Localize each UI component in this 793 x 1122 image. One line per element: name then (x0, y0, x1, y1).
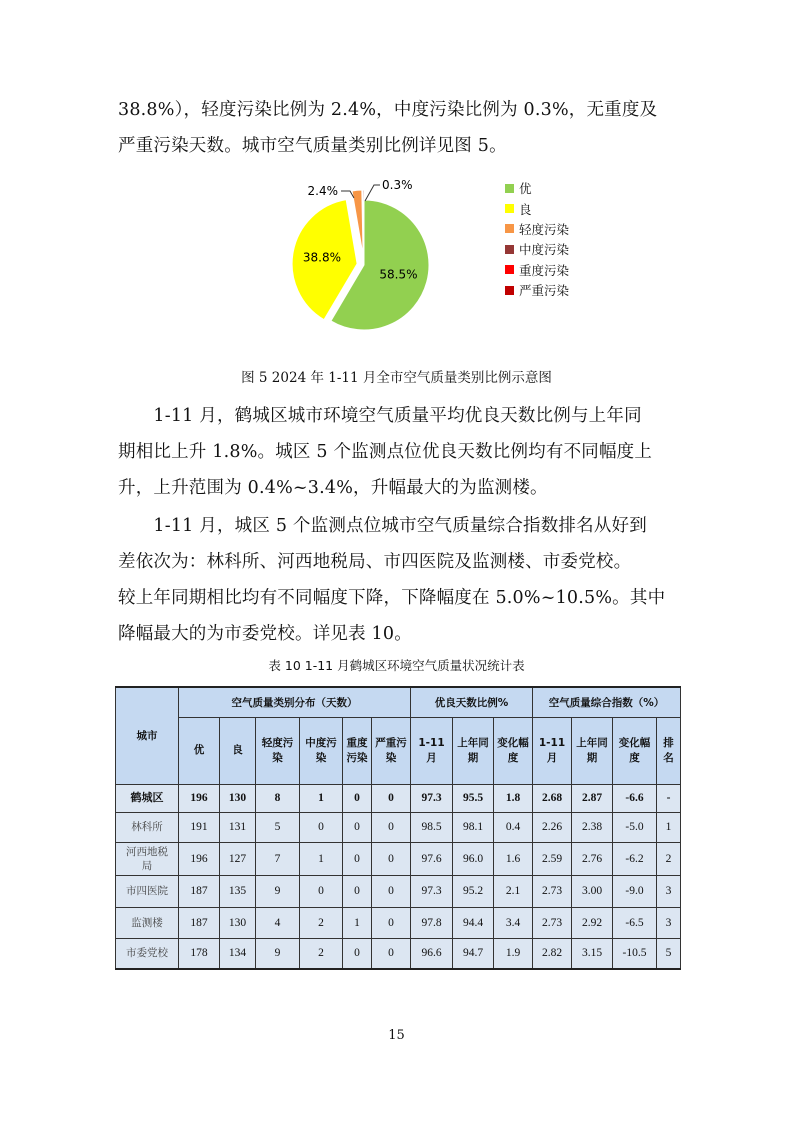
figure-caption: 图 5 2024 年 1-11 月全市空气质量类别比例示意图 (241, 370, 552, 386)
subheader-cell: 良 (220, 717, 256, 784)
value-cell: 2.38 (572, 812, 613, 842)
legend-swatch (505, 224, 514, 233)
value-cell: 1 (343, 907, 372, 938)
header-city: 城市 (116, 687, 179, 784)
value-cell: 2 (300, 938, 343, 969)
value-cell: 95.2 (453, 875, 494, 907)
legend-swatch (505, 265, 514, 274)
value-cell: 2.59 (533, 842, 572, 875)
subheader-cell: 上年同期 (572, 717, 613, 784)
value-cell: 1 (300, 784, 343, 812)
value-cell: 135 (220, 875, 256, 907)
city-cell: 市四医院 (116, 875, 179, 907)
value-cell: 9 (256, 875, 300, 907)
text-line: 差依次为：林科所、河西地税局、市四医院及监测楼、市委党校。 (118, 552, 632, 572)
table-row (116, 842, 681, 875)
value-cell: 2.82 (533, 938, 572, 969)
value-cell: 0 (343, 812, 372, 842)
value-cell: 196 (179, 784, 220, 812)
legend-item (505, 280, 569, 300)
value-cell: 7 (256, 842, 300, 875)
value-cell: 3 (657, 907, 681, 938)
value-cell: 1 (300, 842, 343, 875)
value-cell: -10.5 (613, 938, 657, 969)
pie-chart (280, 170, 480, 340)
text-line: 期相比上升 1.8%。城区 5 个监测点位优良天数比例均有不同幅度上 (118, 442, 653, 462)
value-cell: 2.87 (572, 784, 613, 812)
paragraph-1 (118, 92, 718, 164)
value-cell: 0 (372, 842, 411, 875)
value-cell: 9 (256, 938, 300, 969)
table-row (116, 812, 681, 842)
leader-line (365, 185, 380, 201)
value-cell: -9.0 (613, 875, 657, 907)
value-cell: 98.5 (411, 812, 453, 842)
value-cell: 0 (372, 907, 411, 938)
subheader-cell: 上年同期 (453, 717, 494, 784)
value-cell: 1 (657, 812, 681, 842)
paragraph-2 (118, 398, 718, 506)
air-quality-table (115, 686, 681, 970)
text-line: 38.8%），轻度污染比例为 2.4%，中度污染比例为 0.3%，无重度及 (118, 100, 658, 120)
legend-swatch (505, 286, 514, 295)
value-cell: 2 (300, 907, 343, 938)
subheader-cell: 优 (179, 717, 220, 784)
subheader-cell: 轻度污染 (256, 717, 300, 784)
legend-item (505, 178, 569, 198)
value-cell: 0 (372, 875, 411, 907)
legend-item (505, 198, 569, 218)
value-cell: 191 (179, 812, 220, 842)
legend-item (505, 260, 569, 280)
city-cell: 市委党校 (116, 938, 179, 969)
value-cell: -6.2 (613, 842, 657, 875)
value-cell: 2.92 (572, 907, 613, 938)
value-cell: 0.4 (494, 812, 533, 842)
value-cell: 2.73 (533, 907, 572, 938)
value-cell: 0 (343, 938, 372, 969)
table-row (116, 907, 681, 938)
text-line: 1-11 月，鹤城区城市环境空气质量平均优良天数比例与上年同 (118, 406, 642, 426)
value-cell: 96.6 (411, 938, 453, 969)
value-cell: 1.8 (494, 784, 533, 812)
table-row (116, 875, 681, 907)
legend-label: 良 (519, 201, 532, 217)
legend-label: 中度污染 (519, 242, 570, 258)
value-cell: 0 (343, 842, 372, 875)
slice-label: 2.4% (307, 184, 338, 198)
city-cell: 监测楼 (116, 907, 179, 938)
city-cell: 鹤城区 (116, 784, 179, 812)
value-cell: 0 (372, 938, 411, 969)
header-composite-index: 空气质量综合指数（%） (533, 687, 681, 717)
subheader-cell: 1-11月 (411, 717, 453, 784)
value-cell: 0 (343, 784, 372, 812)
paragraph-3 (118, 508, 718, 652)
legend-label: 优 (519, 181, 532, 197)
value-cell: 3.00 (572, 875, 613, 907)
value-cell: 1.6 (494, 842, 533, 875)
slice-label: 38.8% (302, 250, 342, 265)
value-cell: -6.5 (613, 907, 657, 938)
value-cell: 5 (657, 938, 681, 969)
text-line: 较上年同期相比均有不同幅度下降，下降幅度在 5.0%~10.5%。其中 (118, 588, 666, 608)
value-cell: 0 (300, 812, 343, 842)
legend-item (505, 219, 569, 239)
table-row (116, 938, 681, 969)
subheader-cell: 排名 (657, 717, 681, 784)
value-cell: 0 (343, 875, 372, 907)
value-cell: 187 (179, 907, 220, 938)
subheader-cell: 变化幅度 (494, 717, 533, 784)
value-cell: 97.3 (411, 784, 453, 812)
value-cell: 2.68 (533, 784, 572, 812)
city-cell: 河西地税局 (116, 842, 179, 875)
value-cell: 3.15 (572, 938, 613, 969)
value-cell: 187 (179, 875, 220, 907)
value-cell: 130 (220, 907, 256, 938)
text-line: 降幅最大的为市委党校。详见表 10。 (118, 624, 412, 644)
value-cell: 97.6 (411, 842, 453, 875)
city-cell: 林科所 (116, 812, 179, 842)
table-row (116, 784, 681, 812)
value-cell: 2.26 (533, 812, 572, 842)
value-cell: 97.3 (411, 875, 453, 907)
value-cell: 2 (657, 842, 681, 875)
value-cell: 8 (256, 784, 300, 812)
value-cell: 1.9 (494, 938, 533, 969)
legend-label: 严重污染 (519, 283, 570, 299)
value-cell: 0 (372, 784, 411, 812)
subheader-cell: 重度污染 (343, 717, 372, 784)
value-cell: 5 (256, 812, 300, 842)
value-cell: 3 (657, 875, 681, 907)
header-category-days: 空气质量类别分布（天数） (179, 687, 411, 717)
value-cell: 2.1 (494, 875, 533, 907)
value-cell: 0 (372, 812, 411, 842)
header-good-ratio: 优良天数比例% (411, 687, 533, 717)
value-cell: 2.76 (572, 842, 613, 875)
value-cell: 97.8 (411, 907, 453, 938)
slice-label: 0.3% (382, 178, 413, 192)
legend-label: 轻度污染 (519, 221, 570, 237)
value-cell: 0 (300, 875, 343, 907)
chart-legend (505, 178, 569, 300)
legend-swatch (505, 184, 514, 193)
page-number: 15 (388, 1028, 405, 1043)
slice-label: 58.5% (379, 267, 418, 282)
value-cell: 94.4 (453, 907, 494, 938)
legend-label: 重度污染 (519, 262, 570, 278)
value-cell: 131 (220, 812, 256, 842)
value-cell: 130 (220, 784, 256, 812)
legend-item (505, 239, 569, 259)
legend-swatch (505, 245, 514, 254)
value-cell: 2.73 (533, 875, 572, 907)
value-cell: 98.1 (453, 812, 494, 842)
value-cell: 127 (220, 842, 256, 875)
value-cell: 96.0 (453, 842, 494, 875)
value-cell: 4 (256, 907, 300, 938)
text-line: 升，上升范围为 0.4%~3.4%，升幅最大的为监测楼。 (118, 478, 548, 498)
text-line: 严重污染天数。城市空气质量类别比例详见图 5。 (118, 136, 507, 156)
subheader-cell: 变化幅度 (613, 717, 657, 784)
value-cell: 94.7 (453, 938, 494, 969)
value-cell: 3.4 (494, 907, 533, 938)
value-cell: - (657, 784, 681, 812)
value-cell: -6.6 (613, 784, 657, 812)
legend-swatch (505, 204, 514, 213)
subheader-cell: 严重污染 (372, 717, 411, 784)
subheader-cell: 1-11月 (533, 717, 572, 784)
subheader-cell: 中度污染 (300, 717, 343, 784)
value-cell: 196 (179, 842, 220, 875)
value-cell: 134 (220, 938, 256, 969)
text-line: 1-11 月，城区 5 个监测点位城市空气质量综合指数排名从好到 (118, 516, 647, 536)
value-cell: 178 (179, 938, 220, 969)
value-cell: -5.0 (613, 812, 657, 842)
table-caption: 表 10 1-11 月鹤城区环境空气质量状况统计表 (268, 658, 525, 673)
value-cell: 95.5 (453, 784, 494, 812)
